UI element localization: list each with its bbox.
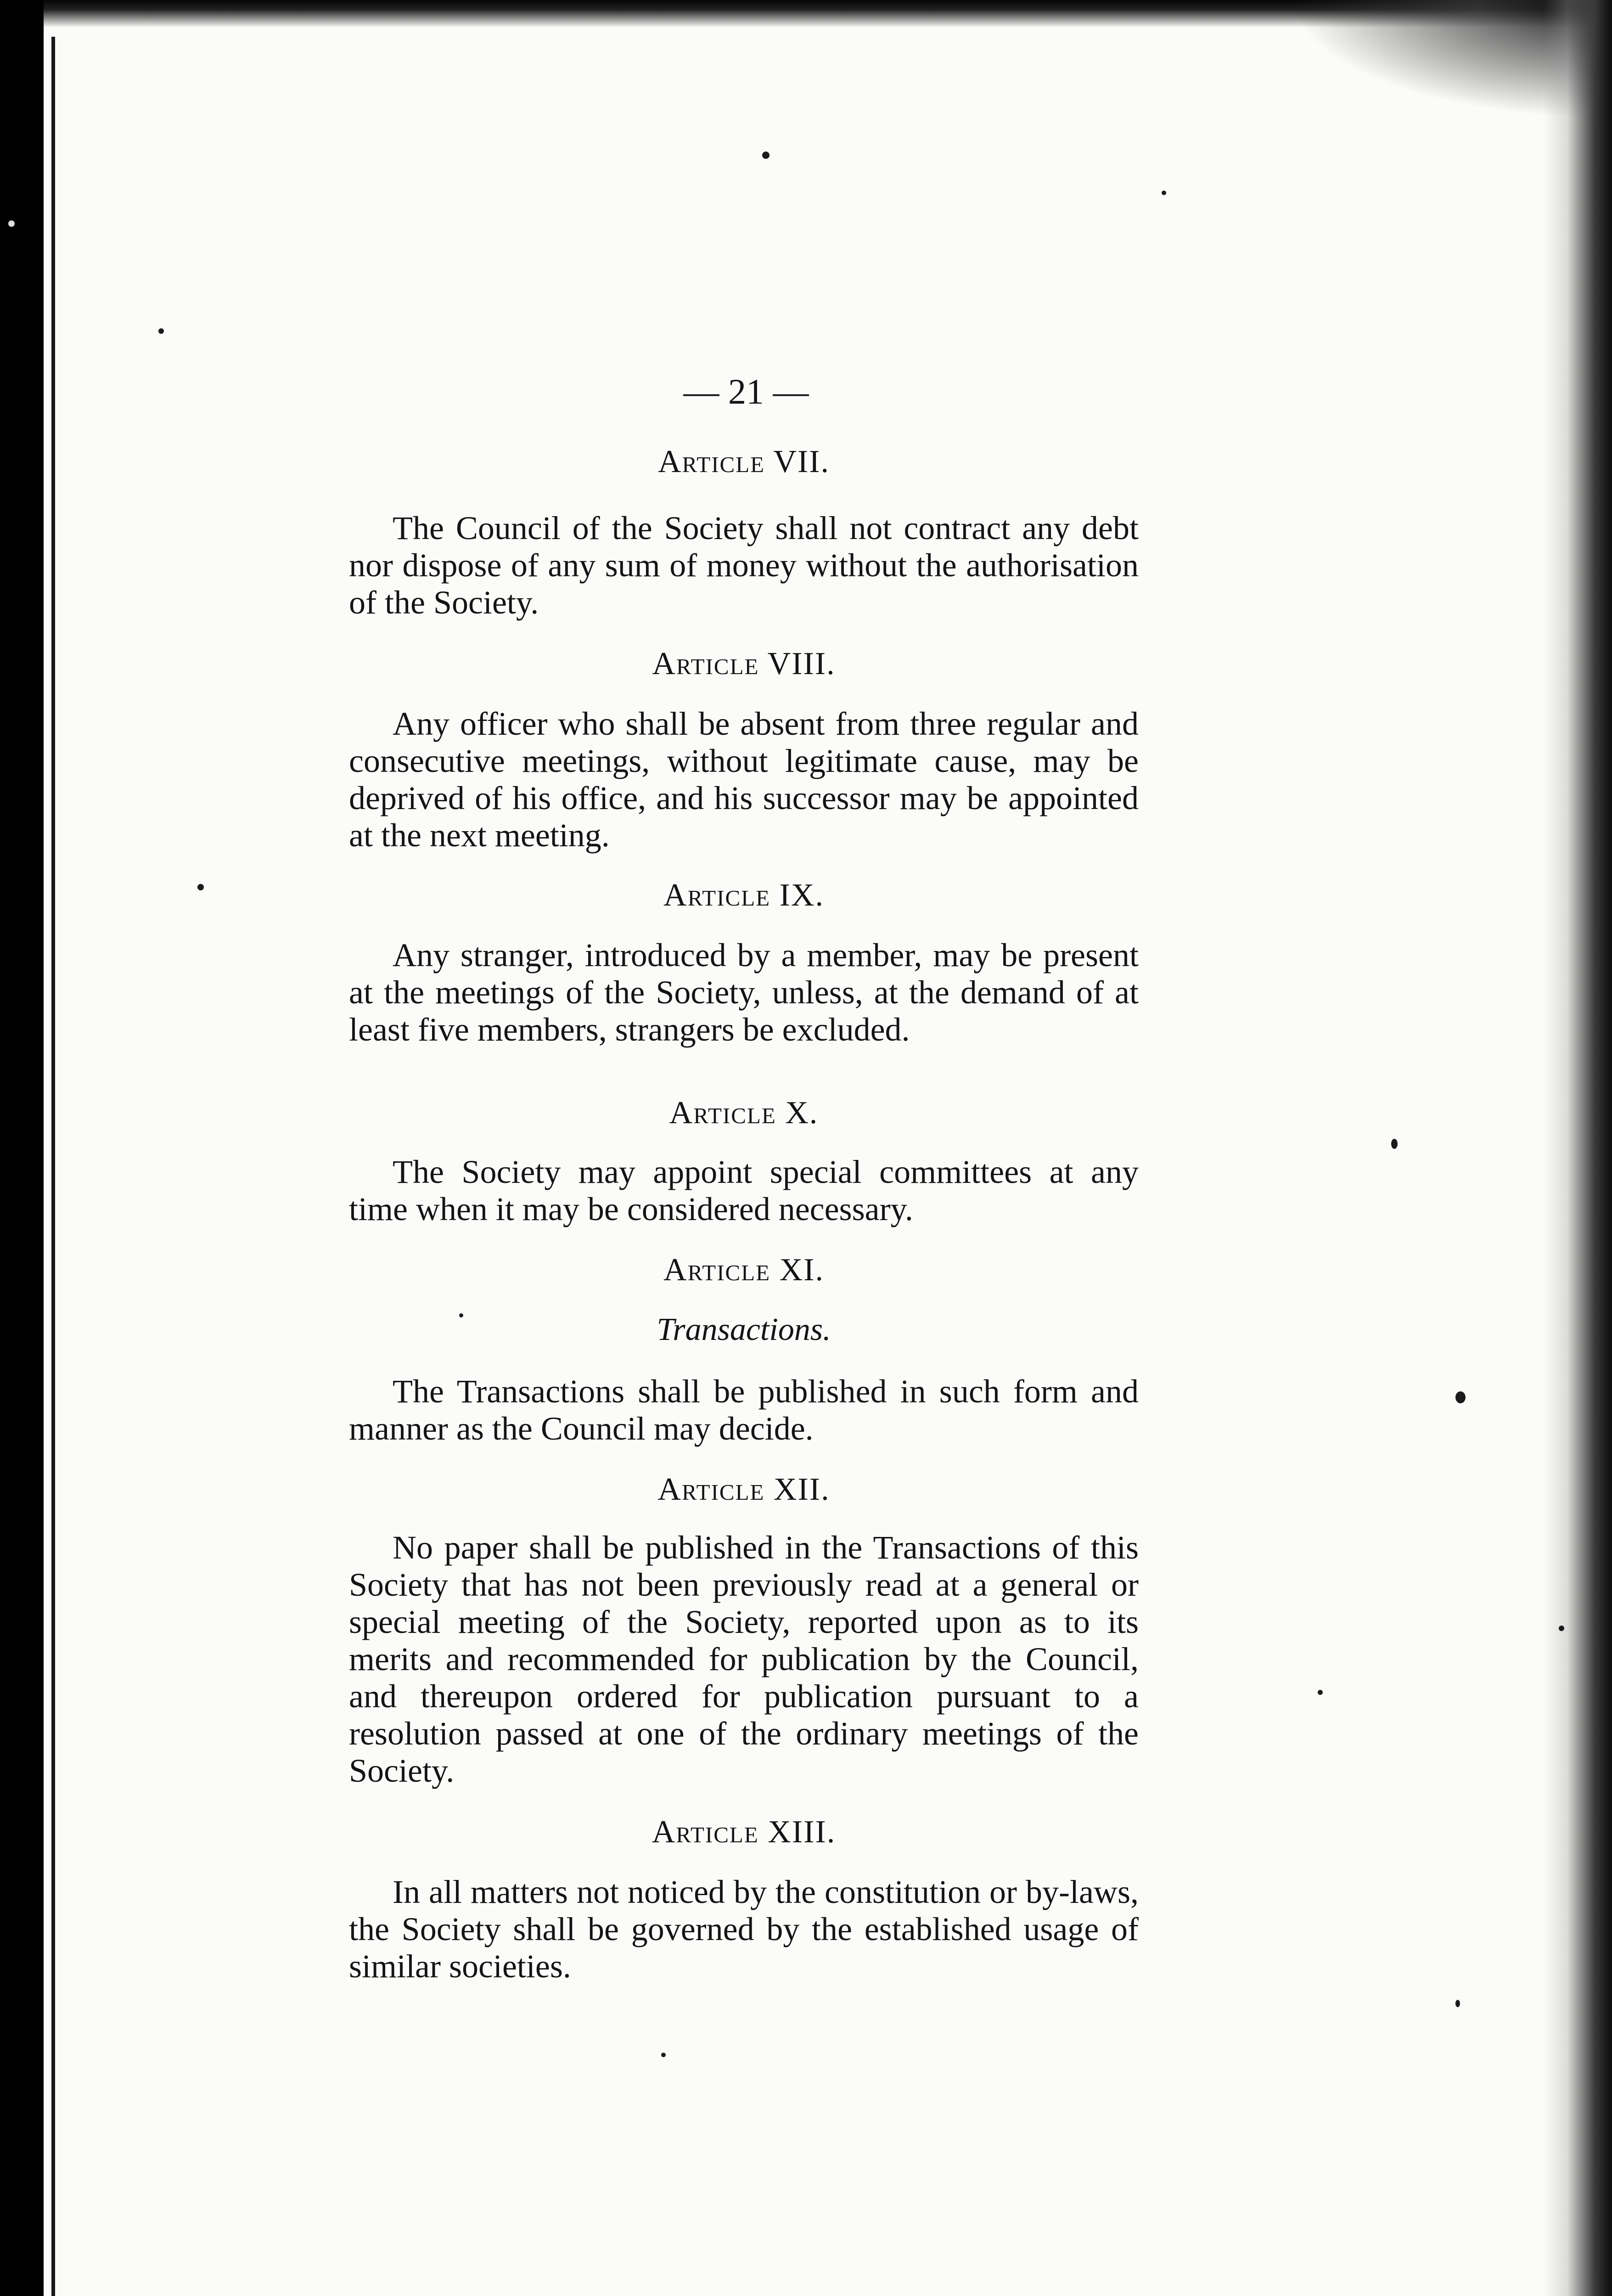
article-heading: Article VII. — [658, 444, 830, 479]
scan-speck — [8, 220, 15, 227]
scan-edge-right — [1543, 0, 1612, 2296]
article-heading: Article VIII. — [652, 646, 836, 681]
scan-speck — [1391, 1139, 1398, 1149]
article-subheading: Transactions. — [657, 1312, 831, 1347]
article-paragraph: The Society may appoint special committees at any time when it may be considered necessary. — [349, 1154, 1139, 1227]
article-paragraph: The Council of the Society shall not contract any debt nor dispose of any sum of money without the authorisation of the Society. — [349, 510, 1139, 621]
article-paragraph: No paper shall be published in the Transactions of this Society that has not been previously read at a general or special meeting of the Society, reported upon as to its merits and recommended for publication by the Council, and thereupon ordered for publication pursuant to a resolution passed at one of the ordinary meetings of the Society. — [349, 1529, 1139, 1789]
scan-speck — [661, 2053, 666, 2057]
scan-speck — [1455, 2000, 1460, 2007]
scan-speck — [197, 884, 204, 890]
article-heading: Article X. — [669, 1095, 819, 1131]
article-paragraph: The Transactions shall be published in such form and manner as the Council may decide. — [349, 1373, 1139, 1447]
article-paragraph: Any officer who shall be absent from three regular and consecutive meetings, without legitimate cause, may be deprived of his office, and his successor may be appointed at the next meeting. — [349, 705, 1139, 854]
article-heading: Article XIII. — [652, 1814, 836, 1850]
article-heading: Article IX. — [663, 878, 824, 913]
article-heading: Article XI. — [663, 1252, 824, 1288]
scan-speck — [158, 328, 164, 334]
scan-speck — [1559, 1626, 1564, 1631]
article-paragraph: Any stranger, introduced by a member, may be present at the meetings of the Society, unless, at the demand of at least five members, strangers be excluded. — [349, 937, 1139, 1048]
scan-speck — [762, 152, 769, 159]
scan-speck — [1318, 1690, 1323, 1695]
scan-speck — [1162, 191, 1166, 195]
article-paragraph: In all matters not noticed by the constitution or by-laws, the Society shall be governed by the established usage of similar societies. — [349, 1874, 1139, 1985]
scan-binding-line — [51, 37, 55, 2296]
scan-speck — [1455, 1391, 1466, 1403]
article-heading: Article XII. — [657, 1472, 830, 1507]
scan-edge-left — [0, 0, 44, 2296]
page-number: — 21 — — [683, 371, 809, 411]
